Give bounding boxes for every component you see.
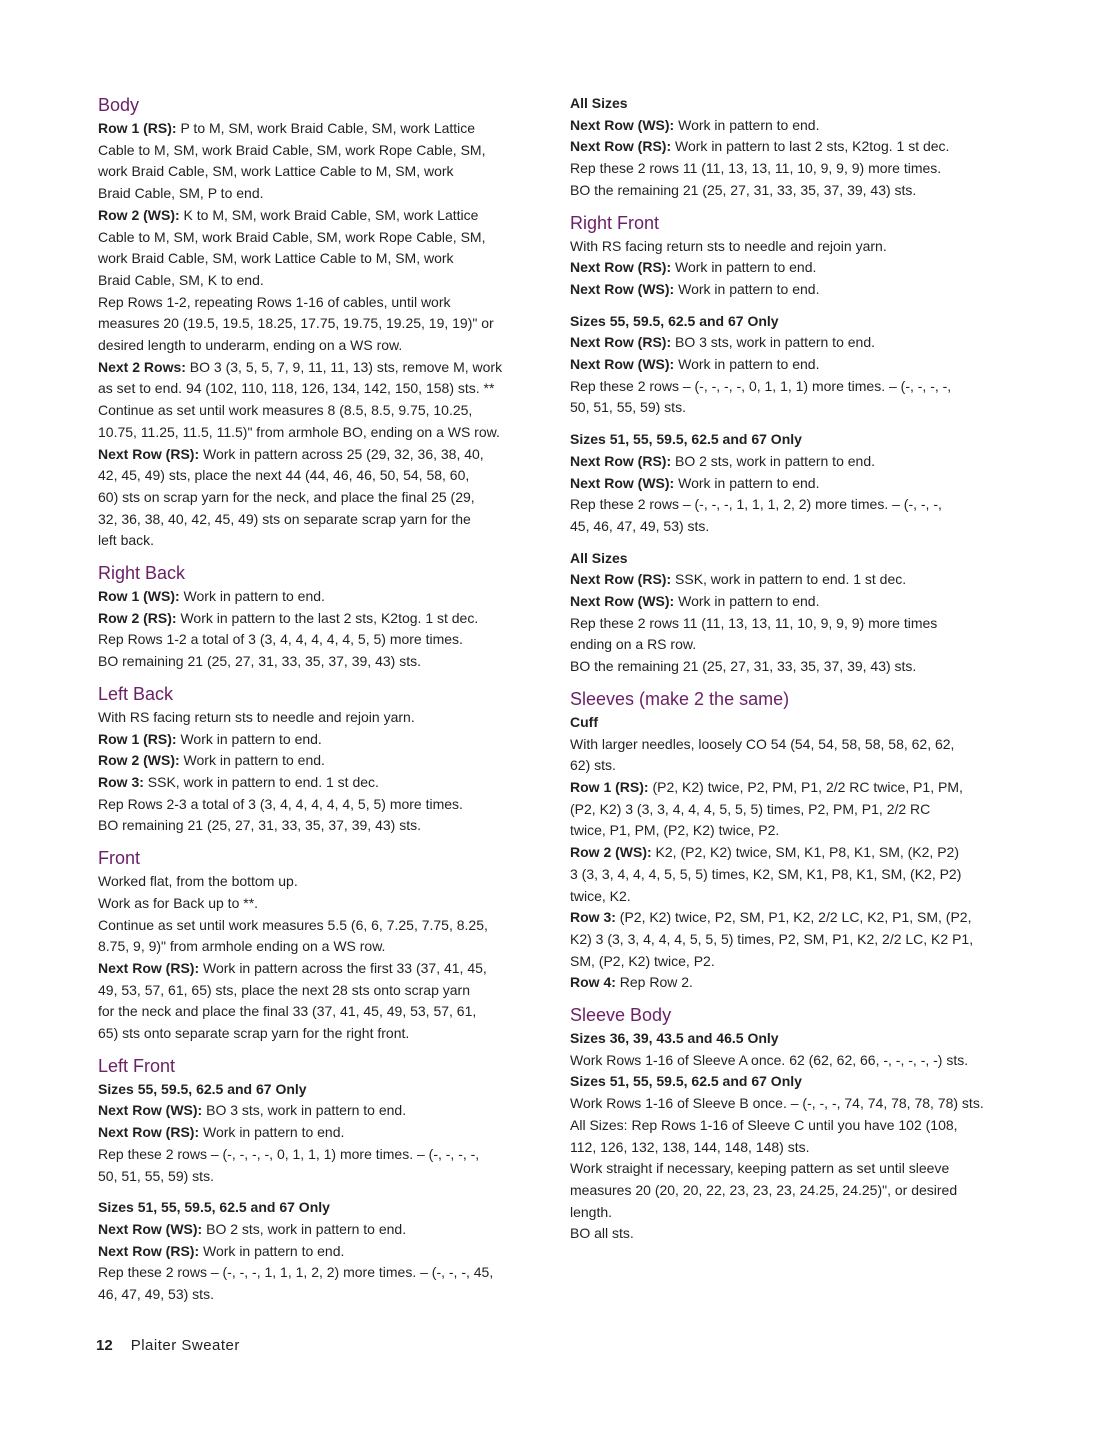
body-line: Continue as set until work measures 8 (8.5, 8.5, 9.75, 10.25, — [98, 402, 473, 419]
body-line: Row 3: SSK, work in pattern to end. 1 st dec. — [98, 773, 379, 790]
body-line: Row 2 (RS): Work in pattern to the last 2 sts, K2tog. 1 st dec. — [98, 609, 479, 626]
body-line: 60) sts on scrap yarn for the neck, and place the final 25 (29, — [98, 488, 475, 505]
body-line: Rep Rows 1-2, repeating Rows 1-16 of cables, until work — [98, 293, 451, 310]
body-line: work Braid Cable, SM, work Lattice Cable to M, SM, work — [98, 163, 454, 180]
body-line: K2) 3 (3, 3, 4, 4, 4, 5, 5, 5) times, P2, SM, P1, K2, 2/2 LC, K2 P1, — [570, 930, 974, 947]
body-line: Row 4: Rep Row 2. — [570, 974, 693, 991]
body-line: Next Row (WS): Work in pattern to end. — [570, 593, 820, 610]
right-column — [570, 93, 1016, 1245]
body-line: Next Row (WS): BO 3 sts, work in pattern to end. — [98, 1102, 407, 1119]
body-line: 62) sts. — [570, 757, 616, 774]
body-line: Work as for Back up to **. — [98, 894, 259, 911]
body-line: measures 20 (20, 20, 22, 23, 23, 23, 24.25, 24.25)", or desired — [570, 1181, 958, 1198]
body-line: Rep these 2 rows – (-, -, -, -, 0, 1, 1, 1) more times. – (-, -, -, -, — [98, 1145, 480, 1162]
body-line: Cable to M, SM, work Braid Cable, SM, work Rope Cable, SM, — [98, 228, 486, 245]
body-line: 50, 51, 55, 59) sts. — [98, 1167, 214, 1184]
body-line: Row 1 (RS): Work in pattern to end. — [98, 730, 322, 747]
body-line: ending on a RS row. — [570, 636, 697, 653]
body-line: All Sizes: Rep Rows 1-16 of Sleeve C until you have 102 (108, — [570, 1116, 958, 1133]
body-line: Next Row (WS): Work in pattern to end. — [570, 356, 820, 373]
subheading: Sizes 51, 55, 59.5, 62.5 and 67 Only — [570, 431, 802, 448]
body-line: twice, P1, PM, (P2, K2) twice, P2. — [570, 822, 780, 839]
section-title-front: Front — [98, 848, 141, 869]
body-line: Worked flat, from the bottom up. — [98, 873, 298, 890]
body-line: Row 1 (RS): (P2, K2) twice, P2, PM, P1, 2/2 RC twice, P1, PM, — [570, 778, 963, 795]
page-footer — [96, 1336, 240, 1356]
body-line: Row 3: (P2, K2) twice, P2, SM, P1, K2, 2/2 LC, K2, P1, SM, (P2, — [570, 909, 972, 926]
body-line: With RS facing return sts to needle and rejoin yarn. — [570, 237, 887, 254]
subheading: All Sizes — [570, 95, 628, 111]
body-line: 42, 45, 49) sts, place the next 44 (44, 46, 46, 50, 54, 58, 60, — [98, 467, 470, 484]
body-line: Rep these 2 rows – (-, -, -, 1, 1, 1, 2, 2) more times. – (-, -, -, 45, — [98, 1264, 494, 1281]
body-line: SM, (P2, K2) twice, P2. — [570, 952, 715, 969]
body-line: BO the remaining 21 (25, 27, 31, 33, 35, 37, 39, 43) sts. — [570, 658, 917, 675]
body-line: twice, K2. — [570, 887, 631, 904]
left-column — [98, 93, 550, 1306]
body-line: Rep Rows 2-3 a total of 3 (3, 4, 4, 4, 4, 4, 5, 5) more times. — [98, 795, 463, 812]
body-line: 10.75, 11.25, 11.5, 11.5)" from armhole BO, ending on a WS row. — [98, 423, 500, 440]
body-line: for the neck and place the final 33 (37, 41, 45, 49, 53, 57, 61, — [98, 1003, 477, 1020]
body-line: Next Row (RS): BO 3 sts, work in pattern to end. — [570, 334, 875, 351]
body-line: Next Row (WS): Work in pattern to end. — [570, 474, 820, 491]
body-line: Next Row (WS): Work in pattern to end. — [570, 116, 820, 133]
body-line: Next Row (RS): Work in pattern to last 2 sts, K2tog. 1 st dec. — [570, 138, 950, 155]
body-line: (P2, K2) 3 (3, 3, 4, 4, 4, 5, 5, 5) times, P2, PM, P1, 2/2 RC — [570, 800, 931, 817]
body-line: Row 2 (WS): K2, (P2, K2) twice, SM, K1, P8, K1, SM, (K2, P2) — [570, 844, 959, 861]
body-line: Braid Cable, SM, K to end. — [98, 271, 264, 288]
section-title-right-back: Right Back — [98, 563, 186, 584]
body-line: Next Row (RS): Work in pattern to end. — [570, 259, 817, 276]
body-line: Continue as set until work measures 5.5 (6, 6, 7.25, 7.75, 8.25, — [98, 916, 488, 933]
subheading: All Sizes — [570, 549, 628, 566]
body-line: length. — [570, 1203, 613, 1220]
body-line: Rep these 2 rows 11 (11, 13, 13, 11, 10, 9, 9, 9) more times — [570, 614, 938, 631]
body-line: Braid Cable, SM, P to end. — [98, 185, 264, 202]
body-line: BO all sts. — [570, 1225, 634, 1242]
page-number: 12 — [96, 1337, 113, 1354]
body-line: 49, 53, 57, 61, 65) sts, place the next 28 sts onto scrap yarn — [98, 981, 470, 998]
body-line: Next Row (RS): Work in pattern to end. — [98, 1124, 345, 1141]
body-line: Next Row (RS): Work in pattern across 25 (29, 32, 36, 38, 40, — [98, 445, 484, 462]
body-line: Rep these 2 rows – (-, -, -, -, 0, 1, 1, 1) more times. – (-, -, -, -, — [570, 377, 952, 394]
body-line: 32, 36, 38, 40, 42, 45, 49) sts on separate scrap yarn for the — [98, 510, 471, 527]
subheading: Sizes 55, 59.5, 62.5 and 67 Only — [98, 1080, 307, 1097]
body-line: Work straight if necessary, keeping pattern as set until sleeve — [570, 1160, 950, 1177]
body-line: work Braid Cable, SM, work Lattice Cable to M, SM, work — [98, 250, 454, 267]
footer-title: Plaiter Sweater — [130, 1337, 240, 1354]
body-line: 50, 51, 55, 59) sts. — [570, 399, 686, 416]
body-line: Rep these 2 rows – (-, -, -, 1, 1, 1, 2, 2) more times. – (-, -, -, — [570, 496, 942, 513]
body-line: With RS facing return sts to needle and rejoin yarn. — [98, 708, 415, 725]
body-line: With larger needles, loosely CO 54 (54, 54, 58, 58, 58, 62, 62, — [570, 735, 955, 752]
body-line: 65) sts onto separate scrap yarn for the right front. — [98, 1025, 410, 1042]
subheading: Sizes 51, 55, 59.5, 62.5 and 67 Only — [570, 1073, 802, 1090]
body-line: 8.75, 9, 9)" from armhole ending on a WS row. — [98, 938, 386, 955]
body-line: Next Row (RS): Work in pattern across the first 33 (37, 41, 45, — [98, 959, 487, 976]
body-line: BO the remaining 21 (25, 27, 31, 33, 35, 37, 39, 43) sts. — [570, 181, 917, 198]
body-line: Row 2 (WS): Work in pattern to end. — [98, 752, 325, 769]
body-line: BO remaining 21 (25, 27, 31, 33, 35, 37, 39, 43) sts. — [98, 653, 421, 670]
body-line: Row 2 (WS): K to M, SM, work Braid Cable, SM, work Lattice — [98, 206, 479, 223]
body-line: Work Rows 1-16 of Sleeve A once. 62 (62, 62, 66, -, -, -, -, -) sts. — [570, 1051, 969, 1068]
section-title-left-back: Left Back — [98, 683, 174, 704]
body-line: left back. — [98, 532, 155, 549]
body-line: 46, 47, 49, 53) sts. — [98, 1286, 214, 1303]
body-line: measures 20 (19.5, 19.5, 18.25, 17.75, 19.75, 19.25, 19, 19)" or — [98, 315, 494, 332]
section-title-right-front: Right Front — [570, 212, 660, 233]
body-line: Row 1 (RS): P to M, SM, work Braid Cable, SM, work Lattice — [98, 120, 476, 136]
body-line: Work Rows 1-16 of Sleeve B once. – (-, -, -, 74, 74, 78, 78, 78) sts. — [570, 1095, 984, 1112]
section-title-body: Body — [98, 95, 140, 115]
body-line: Next Row (WS): Work in pattern to end. — [570, 280, 820, 297]
body-line: Next Row (RS): Work in pattern to end. — [98, 1242, 345, 1259]
body-line: 112, 126, 132, 138, 144, 148, 148) sts. — [570, 1138, 810, 1155]
body-line: Rep these 2 rows 11 (11, 13, 13, 11, 10, 9, 9, 9) more times. — [570, 160, 942, 177]
section-title-left-front: Left Front — [98, 1055, 176, 1076]
body-line: 45, 46, 47, 49, 53) sts. — [570, 517, 710, 534]
body-line: Row 1 (WS): Work in pattern to end. — [98, 588, 325, 605]
body-line: Next 2 Rows: BO 3 (3, 5, 5, 7, 9, 11, 11, 13) sts, remove M, work — [98, 358, 503, 375]
body-line: 3 (3, 3, 4, 4, 4, 5, 5, 5) times, K2, SM, K1, P8, K1, SM, (K2, P2) — [570, 865, 962, 882]
body-line: Next Row (WS): BO 2 sts, work in pattern to end. — [98, 1220, 407, 1237]
body-line: as set to end. 94 (102, 110, 118, 126, 134, 142, 150, 158) sts. ** — [98, 380, 495, 397]
subheading: Sizes 36, 39, 43.5 and 46.5 Only — [570, 1030, 779, 1047]
body-line: Cable to M, SM, work Braid Cable, SM, work Rope Cable, SM, — [98, 141, 486, 158]
subheading: Sizes 51, 55, 59.5, 62.5 and 67 Only — [98, 1199, 330, 1216]
body-line: desired length to underarm, ending on a WS row. — [98, 337, 403, 354]
body-line: BO remaining 21 (25, 27, 31, 33, 35, 37, 39, 43) sts. — [98, 817, 421, 834]
body-line: Next Row (RS): SSK, work in pattern to end. 1 st dec. — [570, 571, 907, 588]
subheading: Sizes 55, 59.5, 62.5 and 67 Only — [570, 312, 779, 329]
body-line: Next Row (RS): BO 2 sts, work in pattern to end. — [570, 452, 875, 469]
subheading: Cuff — [570, 713, 598, 730]
section-title-sleeves: Sleeves (make 2 the same) — [570, 688, 790, 709]
section-title-sleeve-body: Sleeve Body — [570, 1005, 672, 1026]
body-line: Rep Rows 1-2 a total of 3 (3, 4, 4, 4, 4, 4, 5, 5) more times. — [98, 631, 463, 648]
